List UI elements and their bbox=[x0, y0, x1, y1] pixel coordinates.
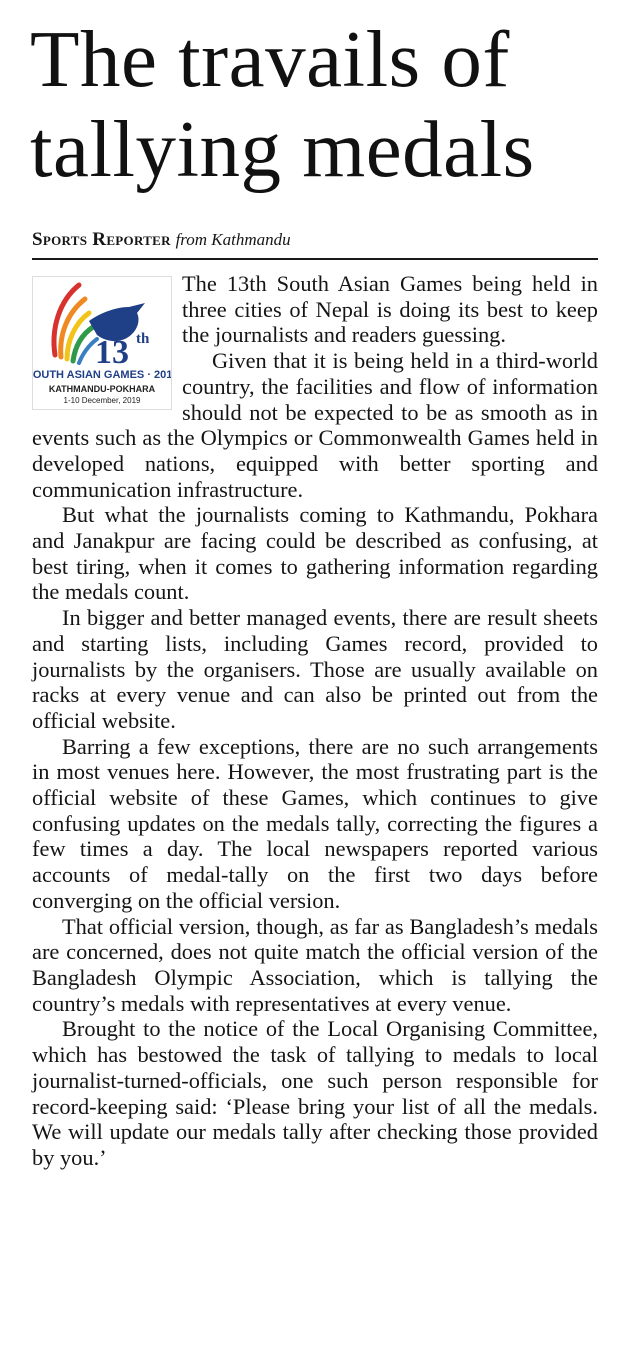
byline bbox=[32, 229, 291, 251]
article-paragraph: In bigger and better managed events, there are result sheets and starting lists, including Games record, provided to journalists by the organisers. Those are usually available on racks at every venue and can also be printed out from the official website. bbox=[32, 605, 598, 733]
logo-number: 13 bbox=[95, 334, 129, 371]
logo-number-suffix: th bbox=[136, 331, 150, 347]
byline-role: Sports Reporter bbox=[32, 229, 171, 250]
article-paragraph: But what the journalists coming to Kathmandu, Pokhara and Janakpur are facing could be described as confusing, at best tiring, when it comes to gathering information regarding the medals count. bbox=[32, 502, 598, 605]
article-paragraph: The 13th South Asian Games being held in three cities of Nepal is doing its best to keep the journalists and readers guessing. bbox=[182, 271, 598, 348]
logo-float-spacer bbox=[32, 271, 182, 403]
byline-location: from Kathmandu bbox=[175, 230, 291, 249]
byline-divider bbox=[32, 258, 598, 260]
headline: The travails of tallying medals bbox=[30, 14, 535, 194]
article-paragraph: Brought to the notice of the Local Organising Committee, which has bestowed the task of tallying to medals to local journalist-turned-officials, one such person responsible for record-keeping said: ‘Please bring your list of all the medals. We will update our medals tally after checking those provided by you.’ bbox=[32, 1016, 598, 1170]
logo-dates: 1-10 December, 2019 bbox=[63, 396, 141, 405]
logo-games-name: SOUTH ASIAN GAMES · 2019 bbox=[33, 369, 171, 381]
article-body bbox=[32, 271, 598, 1171]
article-paragraph: That official version, though, as far as Bangladesh’s medals are concerned, does not quite match the official version of the Bangladesh Olympic Association, which is tallying the country’s medals with representatives at every venue. bbox=[32, 913, 598, 1016]
logo-cities: KATHMANDU-POKHARA bbox=[48, 384, 156, 394]
article-paragraph: Given that it is being held in a third-world country, the facilities and flow of information should not be expected to be as smooth as in events such as the Olympics or Commonwealth Games held in developed nations, equipped with better sporting and communication infrastructure. bbox=[32, 348, 598, 502]
article-paragraph: Barring a few exceptions, there are no such arrangements in most venues here. However, the most frustrating part is the official website of these Games, which continues to give confusing updates on the medals tally, correcting the figures a few times a day. The local newspapers reported various accounts of medal-tally on the first two days before converging on the official version. bbox=[32, 733, 598, 913]
